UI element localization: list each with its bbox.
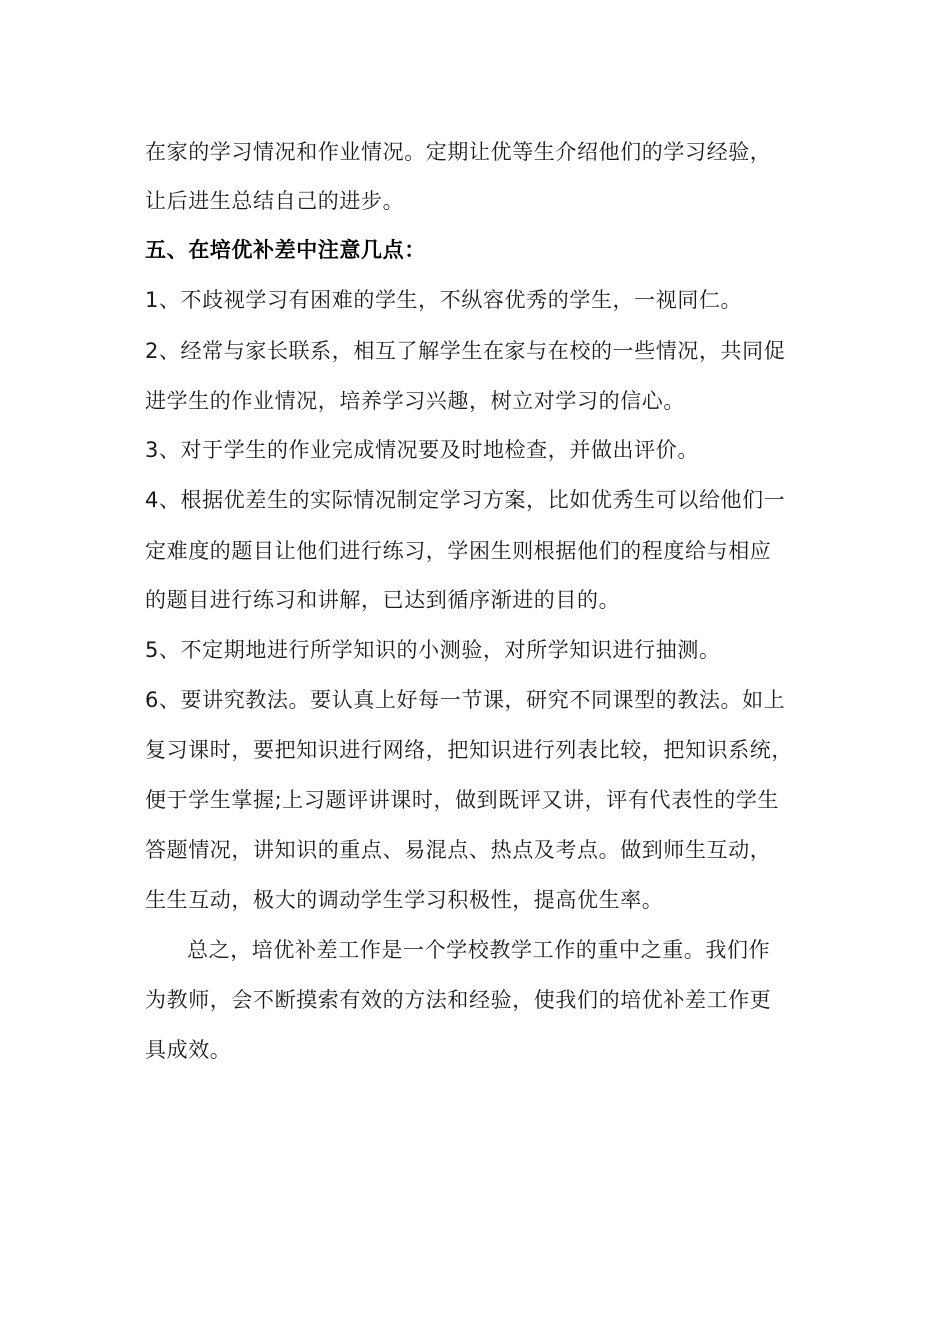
list-item-2: 2、经常与家长联系，相互了解学生在家与在校的一些情况，共同促 — [145, 339, 786, 363]
paragraph-line: 在家的学习情况和作业情况。定期让优等生介绍他们的学习经验， — [145, 140, 772, 164]
list-item-6: 6、要讲究教法。要认真上好每一节课，研究不同课型的教法。如上 — [145, 688, 786, 712]
list-item-3: 3、对于学生的作业完成情况要及时地检查，并做出评价。 — [145, 438, 699, 462]
list-item-5: 5、不定期地进行所学知识的小测验，对所学知识进行抽测。 — [145, 638, 721, 662]
conclusion-paragraph-continued: 为教师，会不断摸索有效的方法和经验，使我们的培优补差工作更 — [145, 988, 772, 1012]
section-heading: 五、在培优补差中注意几点： — [145, 238, 426, 262]
conclusion-paragraph: 总之，培优补差工作是一个学校教学工作的重中之重。我们作 — [187, 938, 771, 962]
list-item-4-continued: 定难度的题目让他们进行练习，学困生则根据他们的程度给与相应 — [145, 539, 772, 563]
list-item-6-continued: 便于学生掌握;上习题评讲课时，做到既评又讲，评有代表性的学生 — [145, 788, 780, 812]
list-item-1: 1、不歧视学习有困难的学生，不纵容优秀的学生，一视同仁。 — [145, 288, 743, 312]
list-item-6-continued: 生生互动，极大的调动学生学习积极性，提高优生率。 — [145, 888, 664, 912]
paragraph-line: 让后进生总结自己的进步。 — [145, 189, 405, 213]
list-item-6-continued: 答题情况，讲知识的重点、易混点、热点及考点。做到师生互动， — [145, 838, 772, 862]
list-item-4-continued: 的题目进行练习和讲解，已达到循序渐进的目的。 — [145, 588, 621, 612]
list-item-4: 4、根据优差生的实际情况制定学习方案，比如优秀生可以给他们一 — [145, 488, 786, 512]
list-item-6-continued: 复习课时，要把知识进行网络，把知识进行列表比较，把知识系统， — [145, 738, 793, 762]
list-item-2-continued: 进学生的作业情况，培养学习兴趣，树立对学习的信心。 — [145, 389, 685, 413]
conclusion-paragraph-continued: 具成效。 — [145, 1038, 232, 1062]
